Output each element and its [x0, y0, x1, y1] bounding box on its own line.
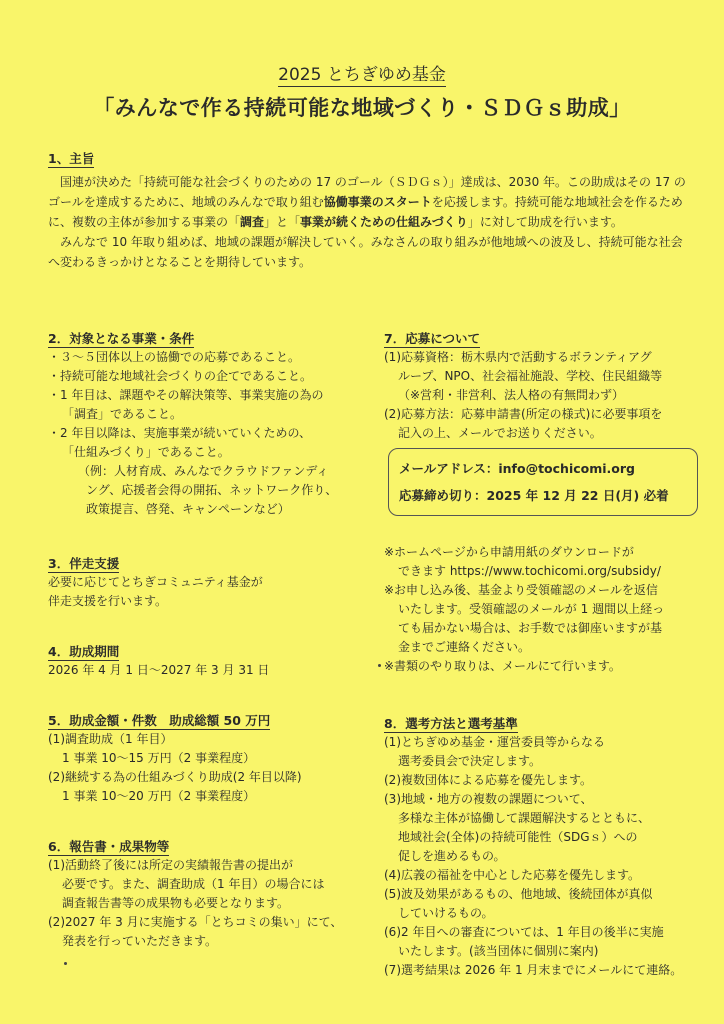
selection-line: (3)地域・地方の複数の課題について、 [384, 792, 593, 806]
section-period [48, 641, 368, 680]
purpose-paragraph-1: 国連が決めた「持続可能な社会づくりのための 17 のゴール（ＳＤＧｓ）」達成は、2030 年。この助成はその 17 のゴールを達成するために、地域のみんなで取り組む協働事業のスタートを応援します。持続可能な地域社会を作るために、複数の主体が参加する事業の「調査」と「事業が続くための仕組みづくり」に対して助成を行います。 [48, 175, 686, 229]
selection-line: 選考委員会で決定します。 [398, 754, 542, 768]
note-line: できます https://www.tochicomi.org/subsidy/ [398, 564, 661, 578]
selection-line: (5)波及効果があるもの、他地域、後続団体が真似 [384, 887, 653, 901]
selection-line: 促しを進めるもの。 [398, 849, 506, 863]
section-heading: 8．選考方法と選考基準 [384, 716, 518, 731]
eligibility-line: ・３～５団体以上の協働での応募であること。 [48, 350, 301, 364]
application-line: (1)応募資格：栃木県内で活動するボランティアグ [384, 350, 652, 364]
eligibility-line: 「調査」であること。 [62, 407, 183, 421]
support-line: 必要に応じてとちぎコミュニティ基金が [48, 575, 263, 589]
section-amount [48, 710, 368, 806]
eligibility-line: ・2 年目以降は、実施事業が続いていくための、 [48, 426, 311, 440]
period-line: 2026 年 4 月 1 日～2027 年 3 月 31 日 [48, 663, 270, 677]
section-application [384, 328, 704, 443]
note-line: ※書類のやり取りは、メールにて行います。 [384, 659, 621, 673]
application-line: （※営利・非営利、法人格の有無問わず） [398, 388, 625, 402]
section-heading: 6．報告書・成果物等 [48, 839, 170, 854]
selection-line: (1)とちぎゆめ基金・運営委員等からなる [384, 735, 605, 749]
purpose-paragraph-2: みんなで 10 年取り組めば、地域の課題が解決していく。みなさんの取り組みが他地域への波及し、持続可能な社会へ変わるきっかけとなることを期待しています。 [48, 235, 683, 269]
section-eligibility [48, 328, 368, 519]
section-selection [384, 713, 704, 980]
note-line: ても届かない場合は、お手数では御座いますが基 [398, 621, 663, 635]
section-heading: 4．助成期間 [48, 644, 120, 659]
selection-line: (2)複数団体による応募を優先します。 [384, 773, 593, 787]
note-line: いたします。受領確認のメールが 1 週間以上経っ [398, 602, 665, 616]
email-address[interactable]: メールアドレス：info@tochicomi.org [399, 461, 635, 476]
report-line: 発表を行っていただきます。 [62, 934, 218, 948]
eligibility-line: 政策提言、啓発、キャンペーンなど） [86, 502, 290, 516]
section-report [48, 836, 368, 951]
amount-line: (1)調査助成（1 年目） [48, 732, 173, 746]
speck [64, 962, 67, 965]
section-heading: 3．伴走支援 [48, 556, 120, 571]
speck [378, 664, 381, 667]
support-line: 伴走支援を行います。 [48, 594, 168, 608]
right-column [384, 328, 704, 980]
note-line: ※ホームページから申請用紙のダウンロードが [384, 545, 634, 559]
eligibility-line: （例：人材育成、みんなでクラウドファンディ [78, 464, 329, 478]
section-heading: 5．助成金額・件数 助成総額 50 万円 [48, 713, 271, 728]
report-line: 調査報告書等の成果物も必要となります。 [62, 896, 290, 910]
contact-box [388, 448, 698, 516]
section-heading: 7．応募について [384, 331, 480, 346]
eligibility-line: ・1 年目は、課題やその解決策等、事業実施の為の [48, 388, 324, 402]
selection-line: (4)広義の福祉を中心とした応募を優先します。 [384, 868, 641, 882]
application-line: ループ、NPO、社会福祉施設、学校、住民組織等 [398, 369, 663, 383]
report-line: (1)活動終了後には所定の実績報告書の提出が [48, 858, 293, 872]
fund-name: 2025 とちぎゆめ基金 [278, 65, 446, 85]
section-purpose [48, 148, 688, 272]
selection-line: いたします。(該当団体に個別に案内) [398, 944, 599, 958]
eligibility-line: ・持続可能な地域社会づくりの企てであること。 [48, 369, 313, 383]
section-heading: 2．対象となる事業・条件 [48, 331, 195, 346]
report-line: 必要です。また、調査助成（1 年目）の場合には [62, 877, 325, 891]
application-line: 記入の上、メールでお送りください。 [398, 426, 602, 440]
application-deadline: 応募締め切り：2025 年 12 月 22 日(月) 必着 [399, 488, 669, 503]
left-column [48, 328, 368, 951]
page-title: 「みんなで作る持続可能な地域づくり・ＳＤＧｓ助成」 [93, 96, 631, 120]
selection-line: 地域社会(全体)の持続可能性（SDGｓ）への [398, 830, 638, 844]
selection-line: 多様な主体が協働して課題解決するとともに、 [398, 811, 651, 825]
amount-line: 1 事業 10～15 万円（2 事業程度） [62, 751, 256, 765]
application-notes [384, 543, 704, 676]
application-line: (2)応募方法：応募申請書(所定の様式)に必要事項を [384, 407, 663, 421]
note-line: ※お申し込み後、基金より受領確認のメールを返信 [384, 583, 658, 597]
section-support [48, 553, 368, 611]
note-line: 金までご連絡ください。 [398, 640, 531, 654]
eligibility-line: 「仕組みづくり」であること。 [62, 445, 230, 459]
eligibility-line: ング、応援者会得の開拓、ネットワーク作り、 [86, 483, 338, 497]
amount-line: (2)継続する為の仕組みづくり助成(2 年目以降) [48, 770, 302, 784]
report-line: (2)2027 年 3 月に実施する「とちコミの集い」にて、 [48, 915, 343, 929]
selection-line: (6)2 年目への審査については、1 年目の後半に実施 [384, 925, 664, 939]
selection-line: していけるもの。 [398, 906, 494, 920]
selection-line: (7)選考結果は 2026 年 1 月末までにメールにて連絡。 [384, 963, 683, 977]
amount-line: 1 事業 10～20 万円（2 事業程度） [62, 789, 256, 803]
section-heading: 1、主旨 [48, 151, 95, 166]
